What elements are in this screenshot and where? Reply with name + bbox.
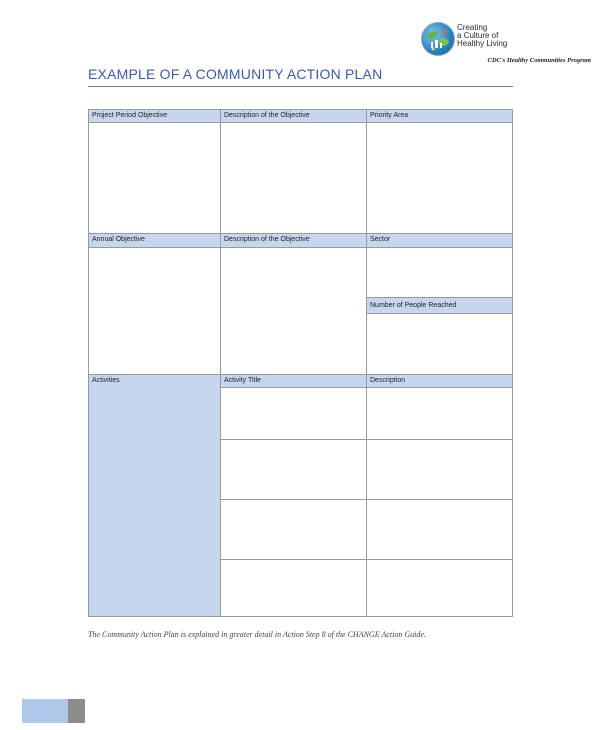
header-description: Description bbox=[367, 375, 512, 387]
header-sector: Sector bbox=[367, 234, 512, 247]
cell-activity-description-4[interactable] bbox=[367, 560, 512, 616]
logo-text-line3: Healthy Living bbox=[457, 39, 508, 48]
cell-description-objective-2[interactable] bbox=[221, 248, 366, 374]
cell-activities[interactable] bbox=[89, 388, 220, 616]
cell-activity-title-1[interactable] bbox=[221, 388, 366, 439]
page-title: EXAMPLE OF A COMMUNITY ACTION PLAN bbox=[88, 66, 383, 82]
cell-description-objective-1[interactable] bbox=[221, 123, 366, 233]
cell-activity-description-2[interactable] bbox=[367, 440, 512, 499]
cell-activity-description-3[interactable] bbox=[367, 500, 512, 559]
grid-hline-r2-top bbox=[89, 233, 512, 234]
cell-activity-description-1[interactable] bbox=[367, 388, 512, 439]
cell-priority-area[interactable] bbox=[367, 123, 512, 233]
cell-activity-title-4[interactable] bbox=[221, 560, 366, 616]
page-tab-blue bbox=[22, 699, 68, 723]
header-annual-objective: Annual Objective bbox=[89, 234, 220, 247]
action-plan-table bbox=[88, 109, 513, 617]
header-number-of-people-reached: Number of People Reached bbox=[367, 298, 512, 313]
cell-activity-title-2[interactable] bbox=[221, 440, 366, 499]
cell-sector[interactable] bbox=[367, 248, 512, 297]
globe-icon bbox=[421, 22, 455, 56]
cell-annual-objective[interactable] bbox=[89, 248, 220, 374]
logo-text-line1: Creating bbox=[457, 23, 488, 32]
header-description-of-objective-1: Description of the Objective bbox=[221, 110, 366, 122]
logo-subtitle: CDC's Healthy Communities Program bbox=[487, 57, 591, 64]
header-description-of-objective-2: Description of the Objective bbox=[221, 234, 366, 247]
footnote: The Community Action Plan is explained in greater detail in Action Step 8 of the CHANGE Action Guide. bbox=[88, 630, 426, 639]
header-priority-area: Priority Area bbox=[367, 110, 512, 122]
grid-hline-people-top bbox=[366, 297, 512, 298]
logo-text-line2: a Culture of bbox=[457, 31, 499, 40]
header-activity-title: Activity Title bbox=[221, 375, 366, 387]
cell-project-period-objective[interactable] bbox=[89, 123, 220, 233]
title-divider bbox=[88, 86, 513, 87]
header-project-period-objective: Project Period Objective bbox=[89, 110, 220, 122]
grid-hline-r3-top bbox=[89, 374, 512, 375]
cell-activity-title-3[interactable] bbox=[221, 500, 366, 559]
page-tab-gray bbox=[68, 699, 85, 723]
cell-number-of-people-reached[interactable] bbox=[367, 314, 512, 374]
cdc-logo bbox=[421, 20, 591, 70]
header-activities: Activities bbox=[92, 377, 120, 384]
